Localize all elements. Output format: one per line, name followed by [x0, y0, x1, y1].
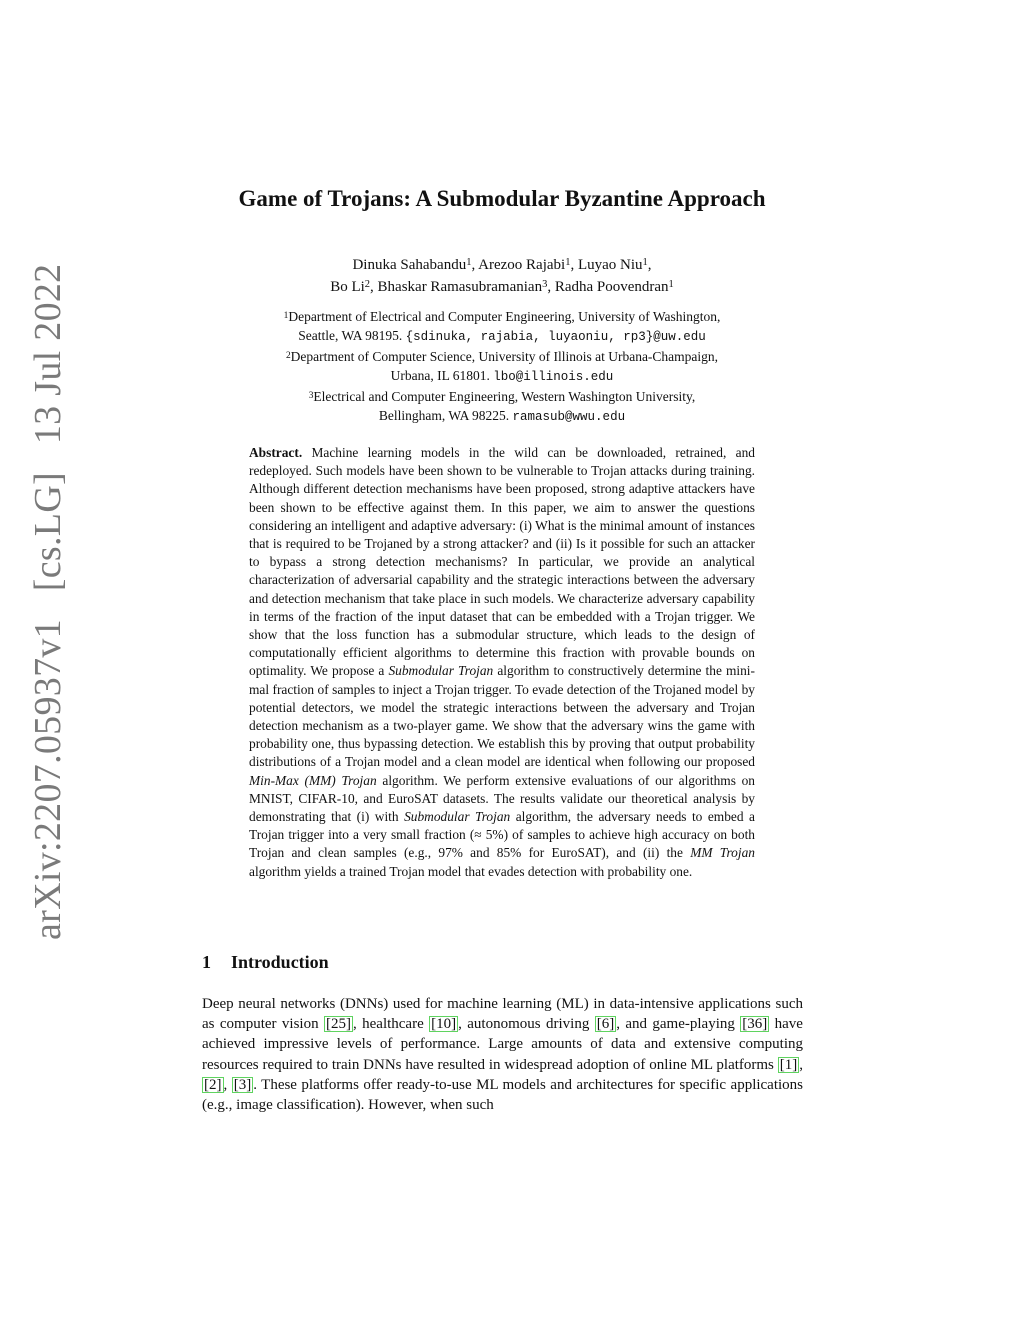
affiliation-email: ramasub@wwu.edu: [512, 410, 626, 424]
affiliation-location: Seattle, WA 98195.: [298, 328, 403, 343]
intro-text: , autonomous driving: [458, 1016, 595, 1033]
intro-text: Deep neural networks (DNNs) used for machine learning (ML) in data-intensive applications such as computer vision: [202, 996, 803, 1033]
author: Dinuka Sahabandu: [352, 257, 467, 273]
abstract-label: Abstract.: [249, 445, 303, 460]
author-separator: ,: [547, 279, 555, 295]
affiliation-address: [0, 366, 1004, 387]
abstract-text: algorithm yields a trained Trojan model that evades detection with probability one.: [249, 863, 693, 879]
author-affiliation-mark: 2: [364, 279, 371, 291]
intro-text: . These platforms offer ready-to-use ML models and architectures for specific applications (e.g., image classification). However, when such: [202, 1076, 804, 1114]
author: Arezoo Rajabi: [478, 257, 566, 273]
author-list: [0, 254, 1004, 298]
affiliation-mark: 2: [285, 350, 291, 361]
affiliation-email: lbo@illinois.edu: [493, 370, 614, 384]
author-line-1: [0, 254, 1004, 276]
abstract-emphasis: Submodular Trojan: [388, 663, 494, 679]
citation-link[interactable]: [25]: [325, 1016, 351, 1033]
author: Bo Li: [330, 279, 365, 295]
affiliation-location: Bellingham, WA 98225.: [378, 408, 510, 423]
citation-link[interactable]: [1]: [779, 1056, 798, 1073]
arxiv-identifier: arXiv:2207.05937v1: [27, 619, 69, 940]
affiliation-dept: [0, 387, 1004, 406]
affiliations: [0, 307, 1004, 427]
intro-text: , healthcare: [352, 1016, 430, 1033]
affiliation-mark: 1: [283, 310, 289, 321]
intro-text: have achieved impressive levels of performance. Large amounts of data and extensive computing resources required to train DNNs have resulted in widespread adoption of online ML platforms: [202, 1016, 803, 1073]
affiliation-email: {sdinuka, rajabia, luyaoniu, rp3}@uw.edu: [405, 330, 706, 344]
affiliation-address: [0, 326, 1004, 347]
affiliation-name: Department of Electrical and Computer Engineering, University of Washington,: [288, 309, 721, 324]
author-separator: ,: [570, 257, 578, 273]
abstract-emphasis: Submodular Trojan: [404, 809, 511, 825]
citation-link[interactable]: [10]: [431, 1016, 457, 1033]
author: Radha Poovendran: [554, 279, 669, 295]
intro-paragraph: [202, 994, 803, 1115]
affiliation-dept: [0, 347, 1004, 366]
author-affiliation-mark: 1: [642, 257, 648, 269]
section-heading: [202, 952, 329, 973]
author-affiliation-mark: 1: [466, 257, 472, 269]
author-affiliation-mark: 1: [565, 257, 571, 269]
affiliation-address: [0, 406, 1004, 427]
abstract-text: algorithm to constructively determine the minimal fraction of samples to inject a Trojan trigger. To evade detection of the Trojaned model by potential detectors, we model the strategic interactions between the adversary and Trojan detection mechanism as a two-player game. We show that the adversary wins the game with probability one, thus bypassing detection. We establish this by proving that output probability distributions of a Trojan model and a clean model are identical when following our proposed: [249, 663, 755, 770]
affiliation-location: Urbana, IL 61801.: [390, 368, 490, 383]
affiliation-name: Electrical and Computer Engineering, Western Washington University,: [313, 389, 696, 404]
intro-text: , and game-playing: [616, 1016, 741, 1033]
affiliation-name: Department of Computer Science, University of Illinois at Urbana-Champaign,: [290, 349, 719, 364]
citation-link[interactable]: [6]: [596, 1016, 615, 1033]
section-number: 1: [202, 952, 211, 972]
intro-text: ,: [799, 1056, 803, 1073]
arxiv-category: [cs.LG]: [27, 471, 69, 592]
affiliation-mark: 3: [308, 390, 314, 401]
abstract-emphasis: Min-Max (MM) Trojan: [249, 772, 377, 788]
author-separator: ,: [471, 257, 479, 273]
author-separator: ,: [647, 257, 652, 273]
author-affiliation-mark: 1: [668, 279, 674, 291]
citation-link[interactable]: [3]: [233, 1076, 252, 1093]
abstract-emphasis: MM Trojan: [690, 845, 755, 861]
citation-link[interactable]: [36]: [742, 1016, 768, 1033]
author-separator: ,: [370, 279, 378, 295]
abstract-text: algorithm, the adversary needs to embed a Trojan trigger into a very small fraction (≈ 5%) of samples to achieve high accuracy on both Trojan and clean samples (e.g., 97% and 85% for EuroSAT), and (ii) the: [249, 809, 755, 861]
abstract-text: algorithm. We perform extensive evaluations of our algorithms on MNIST, CIFAR-10, and EuroSAT datasets. The results validate our theoretical analysis by demonstrating that (i) with: [249, 772, 755, 825]
affiliation-dept: [0, 307, 1004, 326]
intro-text: ,: [223, 1076, 232, 1093]
author-line-2: [0, 276, 1004, 298]
abstract: [249, 444, 755, 881]
paper-title: Game of Trojans: A Submodular Byzantine Approach: [238, 186, 766, 211]
section-title: Introduction: [231, 952, 329, 972]
author-affiliation-mark: 3: [542, 279, 548, 291]
citation-link[interactable]: [2]: [204, 1076, 222, 1093]
author: Bhaskar Ramasubramanian: [377, 279, 543, 295]
abstract-text: Machine learning models in the wild can be downloaded, retrained, and redeployed. Such models have been shown to be vulnerable to Trojan attacks during training. Although different detection mechanisms have been proposed, strong adaptive attackers have been shown to be effective against them. In this paper, we aim to answer the questions considering an intelligent and adaptive adversary: (i) What is the minimal amount of instances that is required to be Trojaned by a strong attacker? and (ii) Is it possible for such an attacker to bypass a strong detection mechanisms? In particular, we provide an analytical characterization of adversarial capability and the strategic interactions between the adversary and detection mechanism that take place in such models. We characterize adversary capability in terms of the fraction of the input dataset that can be embedded with a Trojan trigger. We show that the loss function has a submodular structure, which leads to the design of computationally efficient algorithms to determine this fraction with provable bounds on optimality. We propose a: [249, 445, 755, 679]
arxiv-date: 13 Jul 2022: [27, 263, 69, 445]
author: Luyao Niu: [577, 257, 643, 273]
